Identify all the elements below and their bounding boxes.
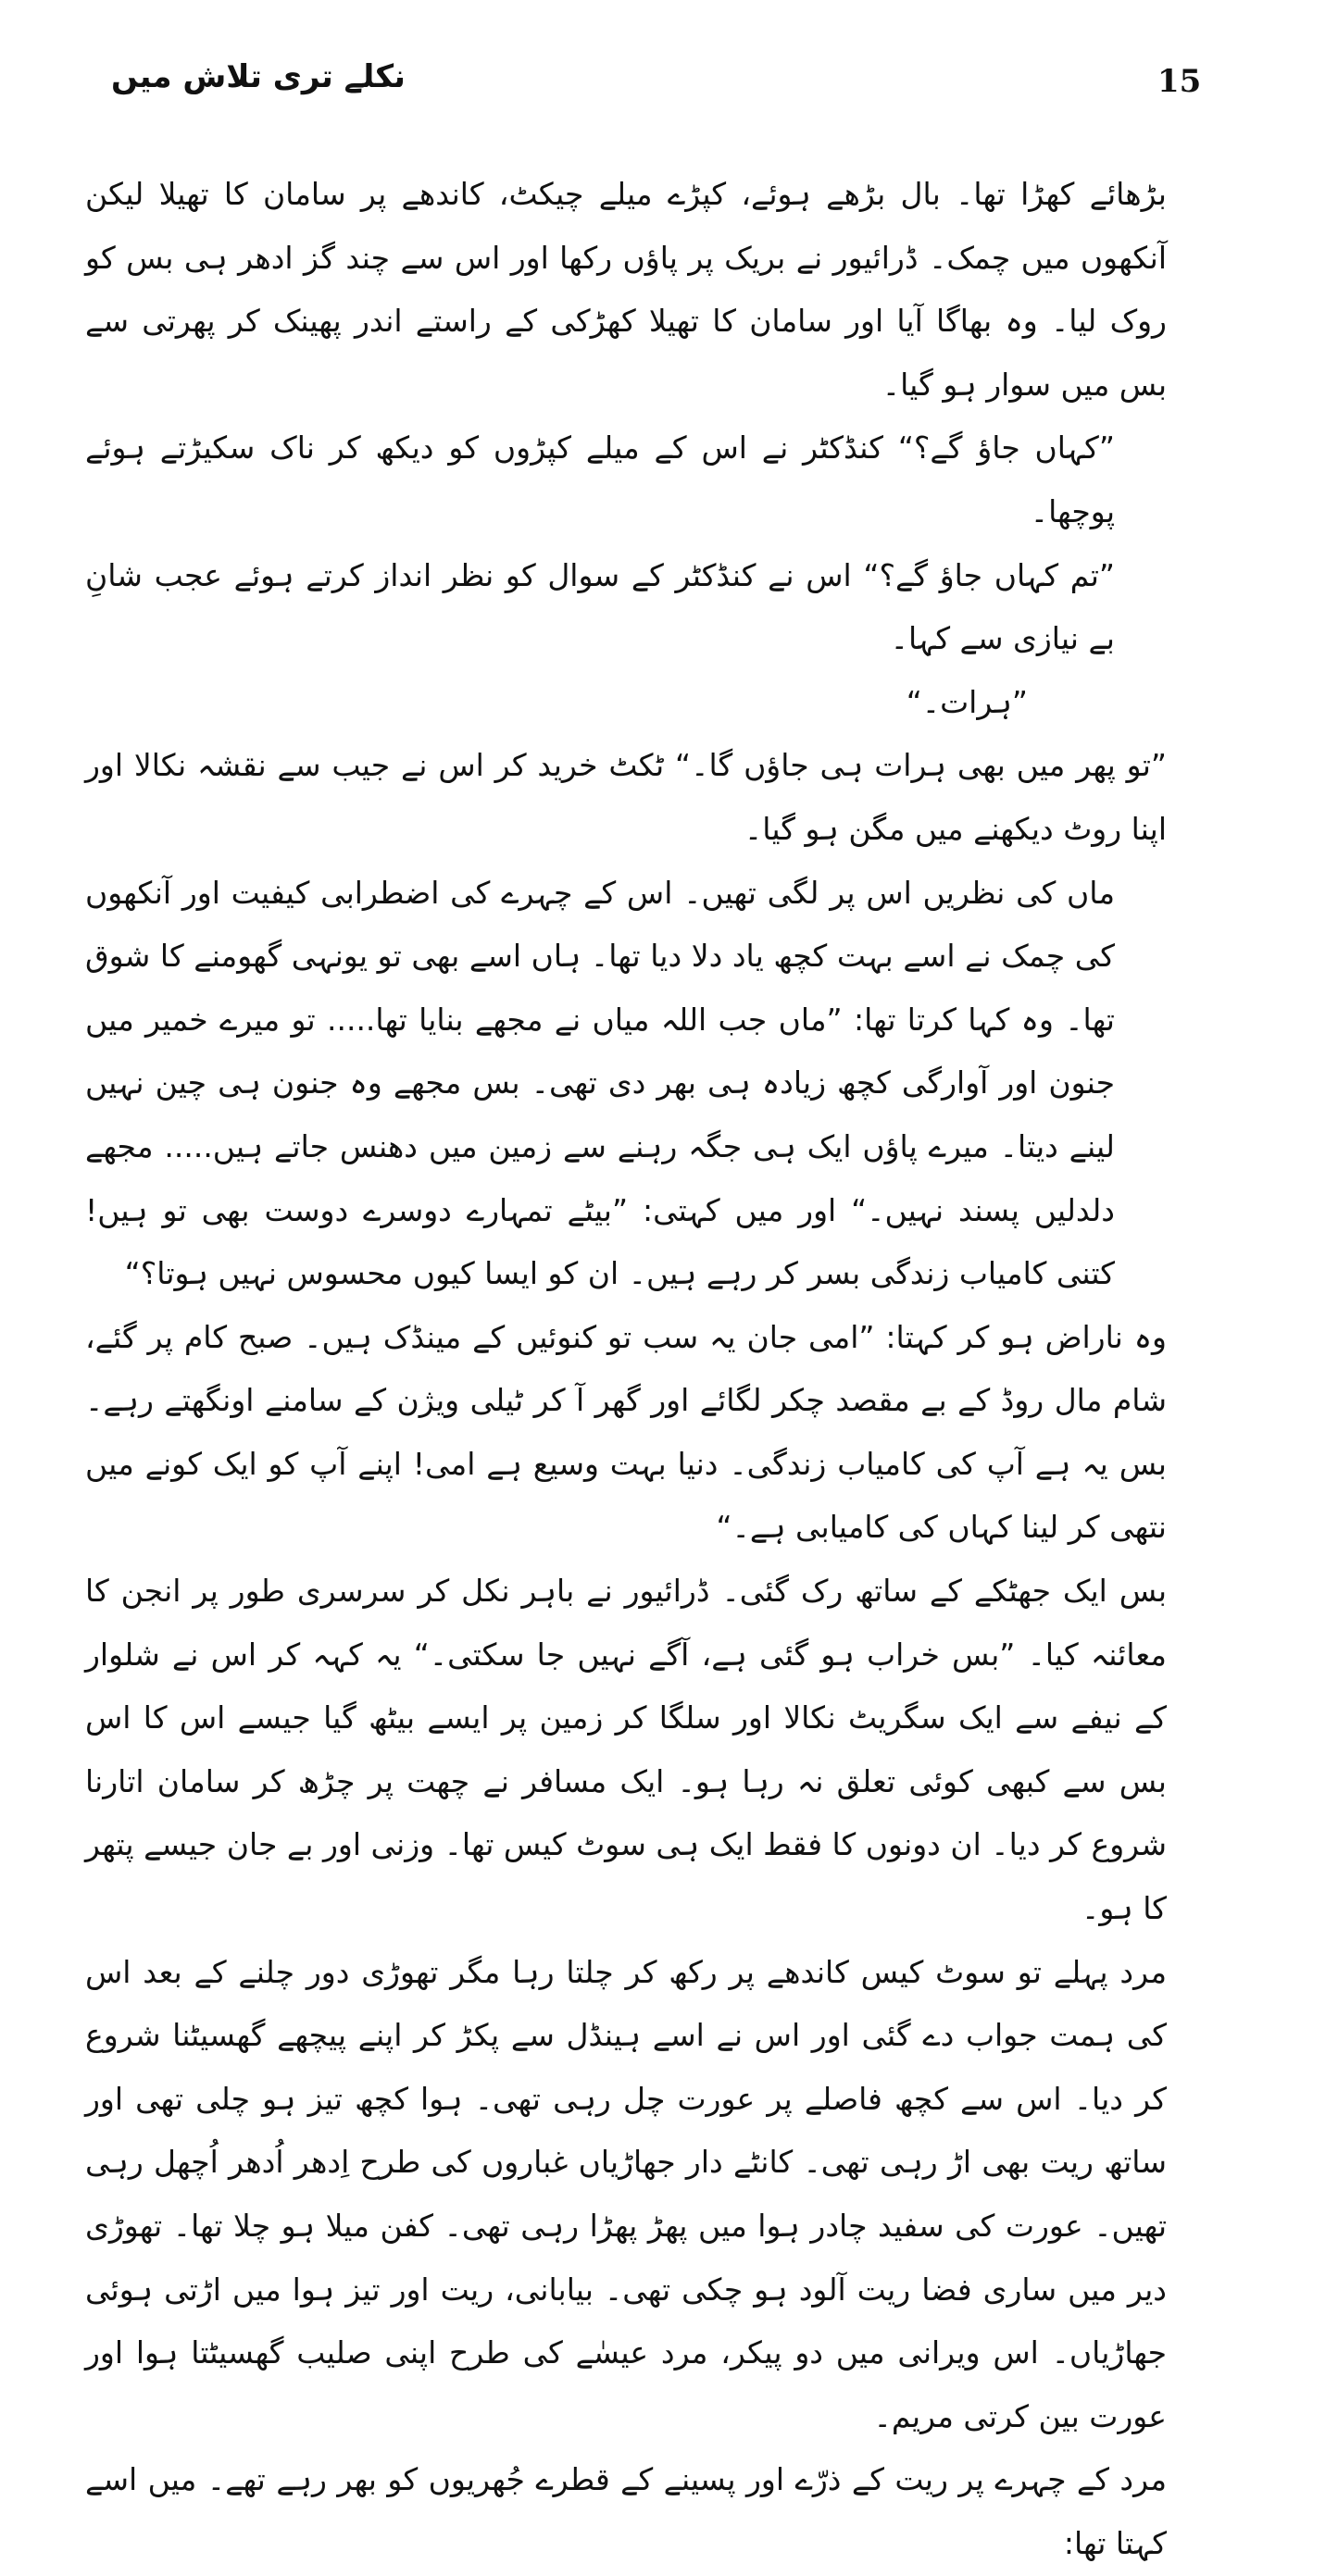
paragraph-bus-stop: بڑھائے کھڑا تھا۔ بال بڑھے ہوئے، کپڑے میلے چیکٹ، کاندھے پر سامان کا تھیلا لیکن آنکھوں میں چمک۔ ڈرائیور نے بریک پر پاؤں رکھا اور اس سے چند گز ادھر ہی بس کو روک لیا۔ وہ بھاگا آیا اور سامان کا تھیلا کھڑکی کے راستے اندر پھینک کر پھرتی سے بس میں سوار ہو گیا۔ — [85, 176, 1167, 403]
paragraph-reply-question: ”تم کہاں جاؤ گے؟“ اس نے کنڈکٹر کے سوال کو نظر انداز کرتے ہوئے عجب شانِ بے نیازی سے کہا۔ — [85, 556, 1115, 657]
paragraph-bus-breakdown: بس ایک جھٹکے کے ساتھ رک گئی۔ ڈرائیور نے باہر نکل کر سرسری طور پر انجن کا معائنہ کیا۔ ”بس خراب ہو گئی ہے، آگے نہیں جا سکتی۔“ یہ کہہ کر اس نے شلوار کے نیفے سے ایک سگریٹ نکالا اور سلگا کر زمین پر ایسے بیٹھ گیا جیسے اس کا اس بس سے کبھی کوئی تعلق نہ رہا ہو۔ ایک مسافر نے چھت پر چڑھ کر سامان اتارنا شروع کر دیا۔ ان دونوں کا فقط ایک ہی سوٹ کیس تھا۔ وزنی اور بے جان جیسے پتھر کا ہو۔ — [85, 1573, 1167, 1927]
paragraph-herat: ”ہرات۔“ — [906, 683, 1028, 720]
page-number: 15 — [1157, 63, 1202, 100]
paragraph-mother-memory: ماں کی نظریں اس پر لگی تھیں۔ اس کے چہرے کی اضطرابی کیفیت اور آنکھوں کی چمک نے اسے بہت کچھ یاد دلا دیا تھا۔ ہاں اسے بھی تو یونہی گھومنے کا شوق تھا۔ وہ کہا کرتا تھا: ”ماں جب اللہ میاں نے مجھے بنایا تھا..... تو میرے خمیر میں جنون اور آوارگی کچھ زیادہ ہی بھر دی تھی۔ بس مجھے وہ جنون ہی چین نہیں لینے دیتا۔ میرے پاؤں ایک ہی جگہ رہنے سے زمین میں دھنس جاتے ہیں..... مجھے دلدلیں پسند نہیں۔“ اور میں کہتی: ”بیٹے تمہارے دوسرے دوست بھی تو ہیں! کتنی کامیاب زندگی بسر کر رہے ہیں۔ ان کو ایسا کیوں محسوس نہیں ہوتا؟“ — [85, 874, 1115, 1292]
paragraph-ticket-map: ”تو پھر میں بھی ہرات ہی جاؤں گا۔“ ٹکٹ خرید کر اس نے جیب سے نقشہ نکالا اور اپنا روٹ دیکھنے میں مگن ہو گیا۔ — [85, 747, 1167, 847]
paragraph-desert-walk: مرد پہلے تو سوٹ کیس کاندھے پر رکھ کر چلتا رہا مگر تھوڑی دور چلنے کے بعد اس کی ہمت جواب دے گئی اور اس نے اسے ہینڈل سے پکڑ کر اپنے پیچھے گھسیٹنا شروع کر دیا۔ اس سے کچھ فاصلے پر عورت چل رہی تھی۔ ہوا کچھ تیز ہو چلی تھی اور ساتھ ریت بھی اڑ رہی تھی۔ کانٹے دار جھاڑیاں غباروں کی طرح اِدھر اُدھر اُچھل رہی تھیں۔ عورت کی سفید چادر ہوا میں پھڑ پھڑا رہی تھی۔ کفن میلا ہو چلا تھا۔ تھوڑی دیر میں ساری فضا ریت آلود ہو چکی تھی۔ بیابانی، ریت اور تیز ہوا میں اڑتی ہوئی جھاڑیاں۔ اس ویرانی میں دو پیکر، مرد عیسٰے کی طرح اپنی صلیب گھسیٹتا ہوا اور عورت بین کرتی مریم۔ — [85, 1953, 1167, 2434]
paragraph-sweat-sand: مرد کے چہرے پر ریت کے ذرّے اور پسینے کے قطرے جُھریوں کو بھر رہے تھے۔ میں اسے کہتا تھا: — [85, 2461, 1167, 2561]
body-text — [85, 163, 1167, 2576]
running-title: نکلے تری تلاش میں — [111, 58, 406, 95]
paragraph-conductor-question: ”کہاں جاؤ گے؟“ کنڈکٹر نے اس کے میلے کپڑوں کو دیکھ کر ناک سکیڑتے ہوئے پوچھا۔ — [85, 429, 1115, 529]
paragraph-angry-reply: وہ ناراض ہو کر کہتا: ”امی جان یہ سب تو کنوئیں کے مینڈک ہیں۔ صبح کام پر گئے، شام مال روڈ کے بے مقصد چکر لگائے اور گھر آ کر ٹیلی ویژن کے سامنے اونگھتے رہے۔ بس یہ ہے آپ کی کامیاب زندگی۔ دنیا بہت وسیع ہے امی! اپنے آپ کو ایک کونے میں نتھی کر لینا کہاں کی کامیابی ہے۔“ — [85, 1318, 1167, 1546]
page-header — [93, 57, 1245, 122]
